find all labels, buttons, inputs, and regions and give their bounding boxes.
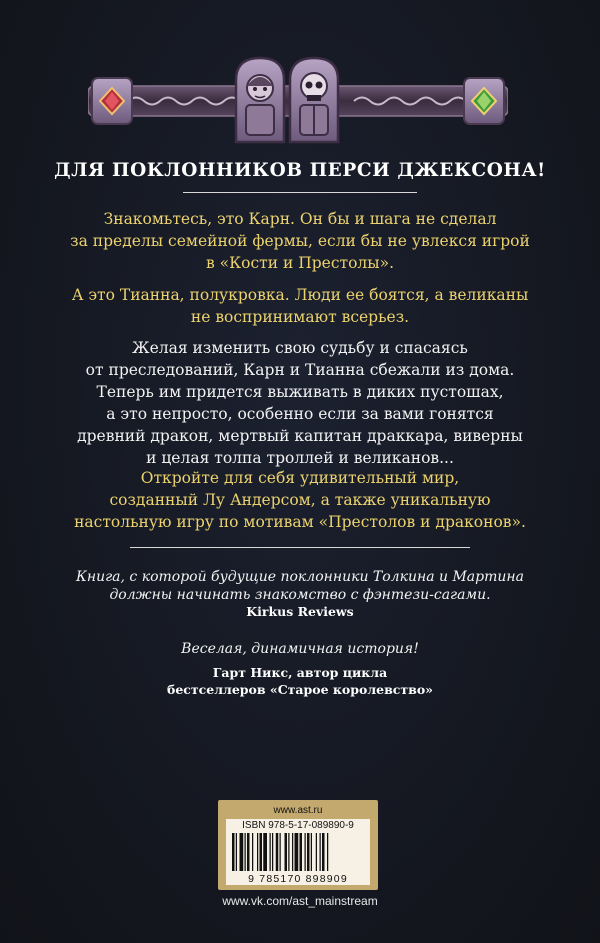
blurb-paragraph-3: Желая изменить свою судьбу и спасаясь от преследований, Карн и Тианна сбежали из дома. Теперь им придется выживать в диких пустошах, а это непросто, особенно если за вами гонятся древний дракон, мертвый капитан драккара, виверны и целая толпа троллей и великанов...: [77, 339, 523, 467]
ornament-banner-icon: [88, 50, 508, 150]
middle-divider: [130, 547, 470, 548]
review-quote-2: Веселая, динамичная история!: [181, 641, 419, 657]
review-source-2: Гарт Никс, автор цикла бестселлеров «Старое королевство»: [167, 665, 433, 697]
barcode-digits: 9 785170 898909: [248, 873, 348, 885]
cover-heading: ДЛЯ ПОКЛОННИКОВ ПЕРСИ ДЖЕКСОНА!: [54, 160, 546, 181]
barcode-panel: [218, 800, 378, 890]
isbn-text: ISBN 978-5-17-089890-9: [242, 820, 354, 831]
social-link[interactable]: www.vk.com/ast_mainstream: [222, 894, 378, 908]
blurb-paragraph-1: Знакомьтесь, это Карн. Он бы и шага не сделал за пределы семейной фермы, если бы не увлекся игрой в «Кости и Престолы».: [70, 210, 530, 272]
review-quote-1: Книга, с которой будущие поклонники Толкина и Мартина должны начинать знакомство с фэнтези-сагами.: [76, 569, 524, 603]
review-source-1: Kirkus Reviews: [246, 604, 354, 619]
blurb-paragraph-2: А это Тианна, полукровка. Люди ее боятся, а великаны не воспринимают всерьез.: [71, 286, 529, 326]
blurb-paragraph-4: Откройте для себя удивительный мир, созданный Лу Андерсом, а также уникальную настольную игру по мотивам «Престолов и драконов».: [74, 469, 526, 531]
publisher-url: www.ast.ru: [273, 805, 323, 816]
barcode-icon: [230, 833, 366, 873]
top-divider: [183, 192, 417, 193]
